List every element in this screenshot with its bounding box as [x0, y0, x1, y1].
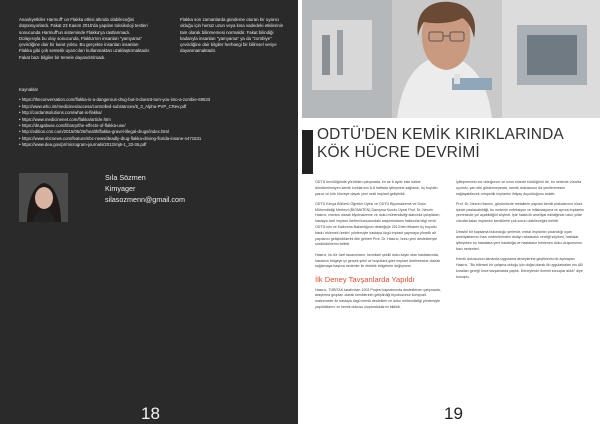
- reference-link[interactable]: • https://www.medicinenet.com/flakka/article.htm: [19, 117, 291, 123]
- author-info: [105, 173, 185, 205]
- article-column-2: [456, 180, 588, 285]
- article-paragraph: İyileşmesinin zor olduğunun ve uzun süredir sürdüğünü de, bu nedenle vücutta uyumlu, yan etki göstermeyecek, kemik dokusunun da yenilenmesini sağlayabilecek ortopedik implantın ihtiyaç duyulduğunu anlattı.: [456, 180, 582, 196]
- article-paragraph: Hasırcı, bu tür özel tasarımların, kemiksel şekilli doku kaybı olan hastalarında, hastanın bölgeye iyi gerçek şekil ve boyutlara göre implant üretilmesine olanak sağlamaya başlıca nedenler ile elektrik bölgelerin değişmesi.: [315, 252, 441, 269]
- article-paragraph: Hasırcı, TÜBİTAK tarafından 1003 Projesi kapsamında desteklenen çalışmada, araştırma grupları olarak kendilerinin geliştirdiği biyobozunur kompozit malzemeler ile hastaya özgü kemik destekleri ve doku mühendisliği yöntemiyle yapıldıklarını ve kemik dokusu oluşturduklarını bildirdi.: [315, 287, 441, 310]
- author-name: Sıla Sözmen: [105, 173, 146, 182]
- title-accent-bar: [302, 130, 313, 174]
- section-subheading: İlk Deney Tavşanlarda Yapıldı: [315, 274, 415, 284]
- article-column-2: [180, 17, 290, 55]
- author-photo: [19, 173, 68, 222]
- page-number: 18: [141, 404, 160, 423]
- article-paragraph: Prof. Dr. Nesrin Hasırcı, günümüzde metallerin yapılan kemik plakalarının vücut içinde paslanabildiği, bu nedenle enfeksiyon ve inflamasyona ve ayrıca implantın çevresinde yol açabildiğini söyledi. İşte hasta ilk ameliyat edildiğinde uzun yıllar vücutta kalan implantın kemiklerle çok sorun olabileceğini belirtti.: [456, 201, 585, 224]
- reference-link[interactable]: • http://edition.cnn.com/2015/05/26/health/flakka-gravel-illegal-drugs/index.html: [19, 129, 291, 135]
- page-number: 19: [444, 404, 463, 423]
- article-paragraph: Anaokyetkiler Harmuff' un Flakka etkisi altında olabileceğini düşünüyorlardı. Fakat 23 Kasım 2016'da yapılan toksikoloji testleri sonucunda Harmuff'un sisteminde Flakka'ya rastlanmadı. Dolayısıyla bu olay sonucunda, Flakka'nın insanları "yamyama" çevirdiğine dair bir kanıt yoktu. Bu gerçekte insanları insanları Flakka gibi çok sentetik uyarıcıları kullanmaktan uzaklaştırmaktadır. Fakat bazı bilgiler bir temele dayandırılmadı.: [19, 17, 151, 60]
- reference-link[interactable]: • https://theconversation.com/flakka-is-a-dangerous-drug-but-it-doesnt-turn-you-into-a-zombie-69533: [19, 97, 291, 103]
- reference-link[interactable]: • http://cordantsolutions.com/what-is-flakka/: [19, 110, 291, 116]
- reference-link[interactable]: • https://www.nbcnews.com/feature/nbc-news/deadly-drug-flakka-driving-florida-insane-n471531: [19, 136, 291, 142]
- article-title-line-2: KÖK HÜCRE DEVRİMİ: [317, 144, 480, 161]
- article-paragraph: Flakka son zamanlarda gündeme oturan bir uyarıcı olduğu için henüz uzun veya kısa vadedeki etkilerinin tam olarak bilinmemesi normaldir. Fakat bilindiği kadarıyla insanları "yamyama" ya da "zombiye" çevirdiğine dair bilgiler herhangi bir bilimsel veriye dayanmamaktadır.: [180, 17, 284, 54]
- author-role: Kimyager: [105, 183, 136, 193]
- references-list: [19, 97, 291, 148]
- article-paragraph: ODTÜ Kimya Bölümü Öğretim Üyesi ve ODTÜ Biyomalzeme ve Doku Mühendisliği Merkezi (BİOMATEN) Danışma Kurulu Üyesi Prof. Dr. Nesrin Hasırcı, menkıs olarak biyomalzeme ve doku mühendisliği alanında çalıştıkları, hastaya özel implant üretimi konusundaki araştırmaların hakkında bilgi verdi. ODTÜ'nün ve Kalkınma Bakanlığının desteğiyle 2013'den itibaren üç boyutlu baskı 'eklemeli üretim' yöntemiyle hastaya özgü implant yapmaya yönelik alt yapılarını geliştirdiklerini dile getiren Prof. Dr. Hasırcı, bunu yeni destekleriyle sürdürdüklerini belirtti.: [315, 201, 441, 247]
- lab-photo: [302, 0, 600, 118]
- article-column-1: [19, 17, 151, 61]
- references: [19, 87, 291, 149]
- author-email[interactable]: silasozmenn@gmail.com: [105, 194, 185, 204]
- article-title: [317, 126, 564, 162]
- article-paragraph: Dekstril bir kapsama bulunduğu yerlerde, metal implantın çıkarıldığı uyarı ameliyatlarının bazı nedenlerinden dolayı rahatsızlık verdiği söylemi, hastalar iyileşirken bu hastalara yeni hastalığa ve hastaların beklenen doku oluşumunun bazı nedenleri.: [456, 229, 583, 251]
- article-column-1: [315, 180, 445, 315]
- left-page: [0, 0, 298, 424]
- reference-link[interactable]: • http://www.who.int/medicines/access/controlled-substances/5_3_Alpha-PVP_CRev.pdf: [19, 104, 291, 110]
- article-title-line-1: ODTÜ'DEN KEMİK KIRIKLARINDA: [317, 126, 564, 143]
- reference-link[interactable]: • https://drugabuse.com/library/the-effects-of-flakka-use/: [19, 123, 291, 129]
- article-paragraph: ODTÜ öncülüğünde yürütülen çalışmada, en az 6 aydır eski haline döndürelemiyen kemik kırıklarının 6-8 haftada iyileşmesi sağlandı, üç boyutlu yazıcı ve kök hücreye dayalı yeni nesil implant geliştirildi.: [315, 180, 438, 196]
- references-heading: Kaynaklar: [19, 87, 39, 92]
- article-paragraph: Kemik dokusunun alınanda uygulama deneylerine geçtiklerini de açıklayan Hasırcı, "Bu bilimsel bir çalışma olduğu için doğal olarak ilk uygulamaları mu AB kuralları gereği önce tavşanlarda yaptık. Deneylerde önemli sonuçlar aldık" diye konuştu.: [456, 257, 583, 279]
- reference-link[interactable]: • https://www.dea.gov/pr/microgram-journals/2012/mj6-1_33-36.pdf: [19, 142, 291, 148]
